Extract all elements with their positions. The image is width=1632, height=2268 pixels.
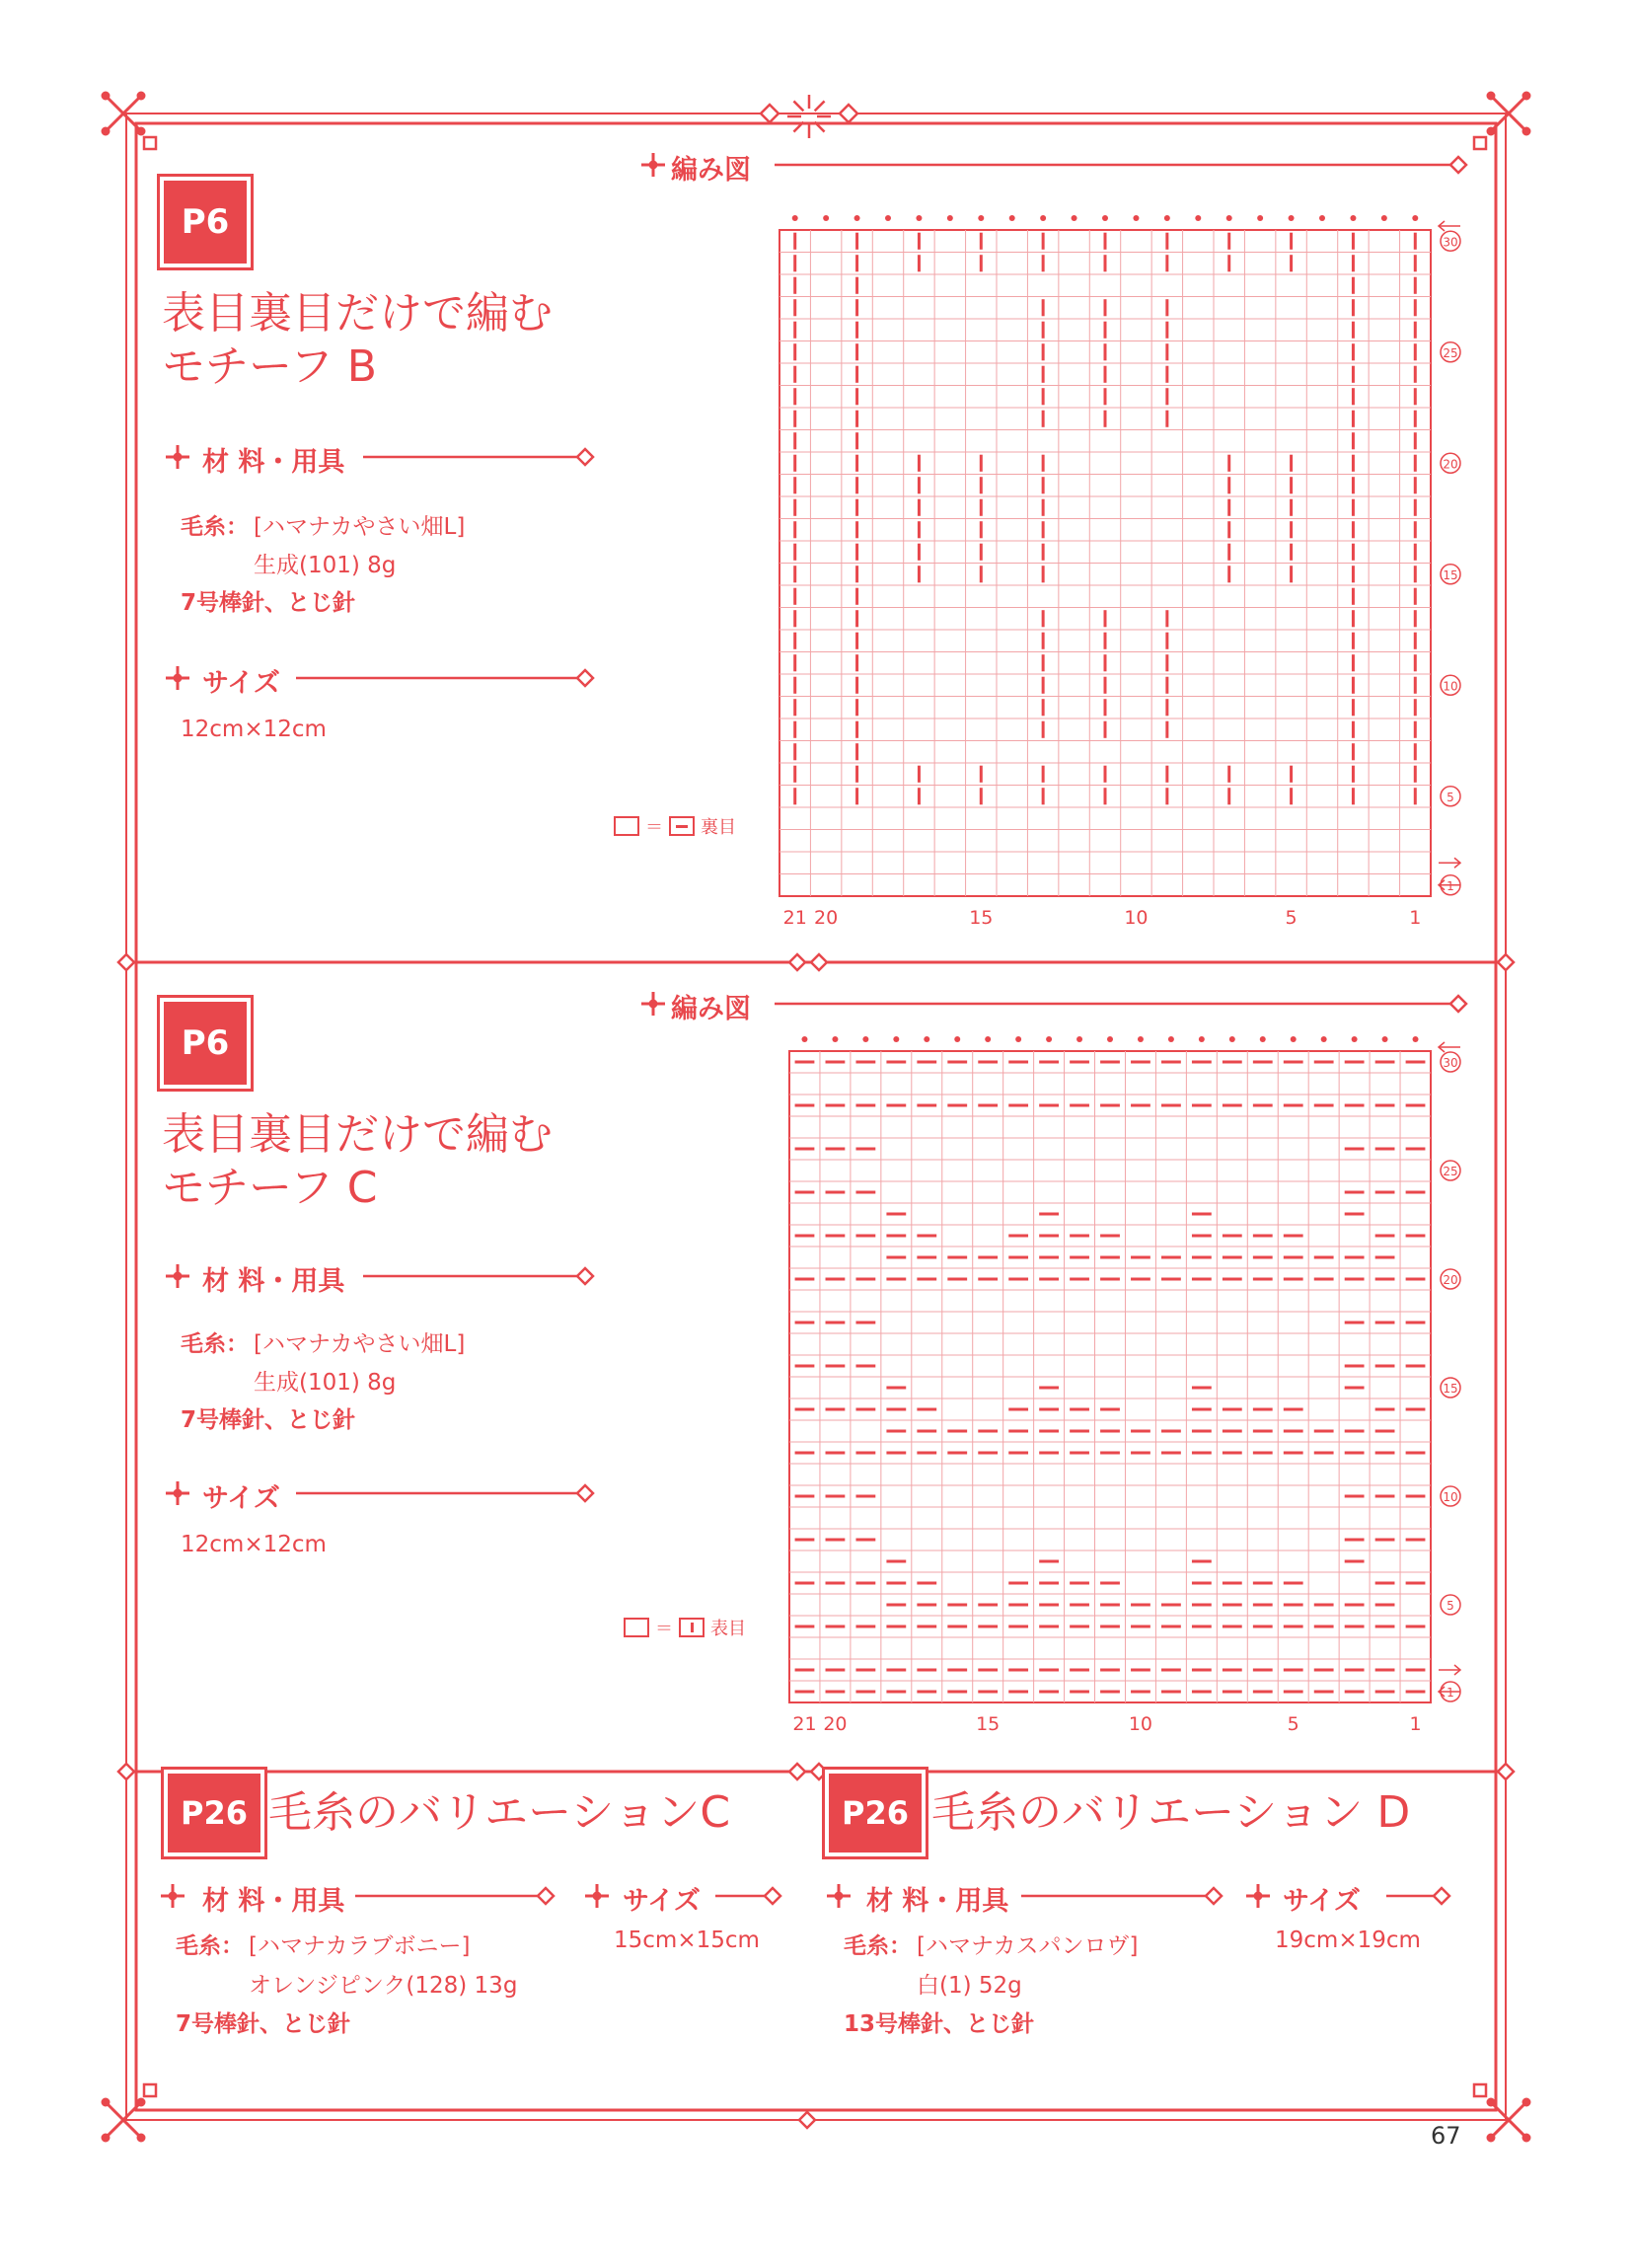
bind-off-dot [1164, 215, 1170, 221]
bind-off-dot [947, 215, 953, 221]
diamond-icon [538, 1888, 554, 1904]
size-heading: サイズ [202, 668, 280, 699]
yarn-brand: [ハマナカやさい畑L] [254, 1331, 466, 1357]
diamond-icon [118, 1764, 134, 1779]
sparkle-cross-icon [166, 1481, 189, 1505]
bind-off-dot [832, 1036, 838, 1042]
column-label: 15 [969, 907, 994, 929]
bind-off-dot [1076, 1036, 1082, 1042]
column-label: 5 [1285, 907, 1298, 929]
bind-off-dot [893, 1036, 899, 1042]
bind-off-dot [1107, 1036, 1113, 1042]
column-label: 15 [976, 1713, 1001, 1735]
yarn-color: 生成(101) 8g [254, 1370, 397, 1396]
bind-off-dot [1226, 215, 1232, 221]
yarn-label: 毛糸： [181, 1331, 249, 1357]
yarn-brand: [ハマナカラブボニー] [249, 1933, 471, 1959]
needles: 7号棒針、とじ針 [176, 2011, 351, 2037]
bind-off-dot [792, 215, 798, 221]
diamond-icon [577, 449, 593, 465]
diamond-icon [811, 954, 827, 970]
bind-off-dot [1046, 1036, 1052, 1042]
column-label: 5 [1287, 1713, 1299, 1735]
sparkle-cross-icon [1246, 1884, 1270, 1908]
page-number: 67 [1431, 2122, 1461, 2150]
needles: 13号棒針、とじ針 [844, 2011, 1035, 2037]
legend-label: 表目 [710, 1619, 746, 1639]
corner-square-icon [1474, 137, 1486, 149]
bind-off-dot [916, 215, 922, 221]
diamond-icon [577, 1268, 593, 1284]
diamond-icon [765, 1888, 780, 1904]
row-label: 1 [1447, 878, 1454, 893]
bind-off-dot [1257, 215, 1263, 221]
yarn-label: 毛糸： [844, 1933, 912, 1959]
yarn-brand: [ハマナカやさい畑L] [254, 514, 466, 540]
bind-off-dot [823, 215, 829, 221]
size-heading: サイズ [202, 1483, 280, 1514]
row-label: 30 [1443, 235, 1458, 250]
motif-subtitle: モチーフ C [162, 1163, 378, 1213]
materials-heading: 材 料・用具 [202, 1266, 345, 1297]
size-value: 12cm×12cm [181, 717, 327, 742]
size-heading: サイズ [623, 1886, 701, 1917]
page-ref-badge: P26 [829, 1774, 922, 1852]
bind-off-dot [1412, 215, 1418, 221]
corner-square-icon [1474, 2084, 1486, 2096]
bind-off-dot [885, 215, 891, 221]
symbol-legend: ＝ 裏目 [614, 813, 736, 839]
sparkle-cross-icon [827, 1884, 851, 1908]
bind-off-dot [1260, 1036, 1266, 1042]
row-label: 10 [1443, 679, 1458, 694]
chart-motif-b [779, 215, 1460, 929]
diamond-icon [789, 1764, 805, 1779]
yarn-label: 毛糸： [181, 514, 249, 540]
bind-off-dot [1289, 215, 1295, 221]
empty-cell-icon [624, 1618, 649, 1637]
diamond-icon [799, 2112, 815, 2128]
chart-heading: 編み図 [671, 155, 751, 186]
motif-title: 表目裏目だけで編む [162, 1109, 553, 1160]
row-label: 1 [1447, 1686, 1454, 1700]
motif-title: 表目裏目だけで編む [162, 288, 553, 339]
variation-title: 毛糸のバリエーションC [268, 1787, 731, 1838]
corner-square-icon [144, 137, 156, 149]
diamond-icon [577, 670, 593, 686]
bind-off-dot [954, 1036, 960, 1042]
bind-off-dot [1040, 215, 1046, 221]
needles: 7号棒針、とじ針 [181, 1407, 356, 1433]
diamond-icon [1450, 157, 1466, 173]
yarn-brand: [ハマナカスパンロヴ] [917, 1933, 1139, 1959]
bind-off-dot [1319, 215, 1325, 221]
row-label: 5 [1447, 790, 1454, 804]
diamond-icon [1498, 954, 1514, 970]
diamond-icon [118, 954, 134, 970]
column-label: 1 [1409, 907, 1422, 929]
bind-off-dot [978, 215, 984, 221]
yarn-label: 毛糸： [176, 1933, 244, 1959]
diamond-icon [1434, 1888, 1449, 1904]
column-label: 20 [823, 1713, 848, 1735]
sparkle-cross-icon [166, 445, 189, 469]
bind-off-dot [801, 1036, 807, 1042]
column-label: 10 [1124, 907, 1149, 929]
bind-off-dot [1015, 1036, 1021, 1042]
bind-off-dot [985, 1036, 991, 1042]
yarn-color: オレンジピンク(128) 13g [249, 1973, 518, 1999]
bind-off-dot [1195, 215, 1201, 221]
column-label: 21 [792, 1713, 817, 1735]
diamond-icon [789, 954, 805, 970]
bind-off-dot [1072, 215, 1077, 221]
page-ref-badge: P6 [164, 1002, 247, 1085]
yarn-color: 生成(101) 8g [254, 553, 397, 578]
diamond-icon [1206, 1888, 1222, 1904]
row-label: 15 [1443, 1382, 1458, 1396]
diamond-icon [1498, 1764, 1514, 1779]
materials-heading: 材 料・用具 [202, 447, 345, 478]
diamond-icon [811, 1764, 827, 1779]
bind-off-dot [862, 1036, 868, 1042]
variation-title: 毛糸のバリエーション D [931, 1787, 1411, 1838]
size-value: 19cm×19cm [1275, 1928, 1421, 1953]
legend-label: 裏目 [701, 817, 736, 838]
size-value: 12cm×12cm [181, 1532, 327, 1557]
row-label: 25 [1443, 345, 1458, 360]
column-label: 21 [782, 907, 807, 929]
bind-off-dot [1291, 1036, 1297, 1042]
column-label: 20 [814, 907, 839, 929]
bind-off-dot [1138, 1036, 1144, 1042]
bind-off-dot [1102, 215, 1108, 221]
row-label: 20 [1443, 1273, 1458, 1287]
empty-cell-icon [614, 816, 639, 836]
diamond-icon [840, 105, 857, 122]
yarn-color: 白(1) 52g [917, 1973, 1022, 1999]
bind-off-dot [1229, 1036, 1235, 1042]
knit-symbol-icon [679, 1618, 705, 1637]
page-ref-badge: P6 [164, 181, 247, 264]
sparkle-cross-icon [166, 666, 189, 690]
materials-heading: 材 料・用具 [866, 1886, 1009, 1917]
materials-heading: 材 料・用具 [202, 1886, 345, 1917]
sparkle-cross-icon [161, 1884, 185, 1908]
row-label: 25 [1443, 1165, 1458, 1178]
motif-subtitle: モチーフ B [162, 341, 377, 392]
bind-off-dot [1382, 1036, 1388, 1042]
purl-symbol-icon [669, 816, 695, 836]
bind-off-dot [854, 215, 860, 221]
row-label: 15 [1443, 567, 1458, 582]
corner-square-icon [144, 2084, 156, 2096]
bind-off-dot [1168, 1036, 1174, 1042]
sparkle-cross-icon [166, 1264, 189, 1288]
chart-motif-c [789, 1036, 1460, 1735]
row-label: 20 [1443, 457, 1458, 472]
bind-off-dot [1321, 1036, 1327, 1042]
row-label: 30 [1443, 1056, 1458, 1070]
chart-heading: 編み図 [671, 994, 751, 1024]
bind-off-dot [1350, 215, 1356, 221]
column-label: 10 [1128, 1713, 1153, 1735]
sparkle-cross-icon [641, 153, 665, 177]
needles: 7号棒針、とじ針 [181, 590, 356, 616]
diamond-icon [1450, 996, 1466, 1012]
diamond-icon [577, 1485, 593, 1501]
bind-off-dot [1009, 215, 1015, 221]
starburst-icon [787, 95, 831, 138]
bind-off-dot [1352, 1036, 1358, 1042]
page-ref-badge: P26 [168, 1774, 260, 1852]
bind-off-dot [924, 1036, 929, 1042]
bind-off-dot [1133, 215, 1139, 221]
row-label: 5 [1447, 1599, 1454, 1613]
sparkle-cross-icon [641, 992, 665, 1016]
column-label: 1 [1409, 1713, 1422, 1735]
symbol-legend: ＝ 表目 [624, 1615, 746, 1640]
diamond-icon [761, 105, 779, 122]
sparkle-cross-icon [585, 1884, 609, 1908]
bind-off-dot [1381, 215, 1387, 221]
bind-off-dot [1199, 1036, 1205, 1042]
bind-off-dot [1413, 1036, 1419, 1042]
row-label: 10 [1443, 1490, 1458, 1504]
size-value: 15cm×15cm [614, 1928, 760, 1953]
size-heading: サイズ [1283, 1886, 1361, 1917]
